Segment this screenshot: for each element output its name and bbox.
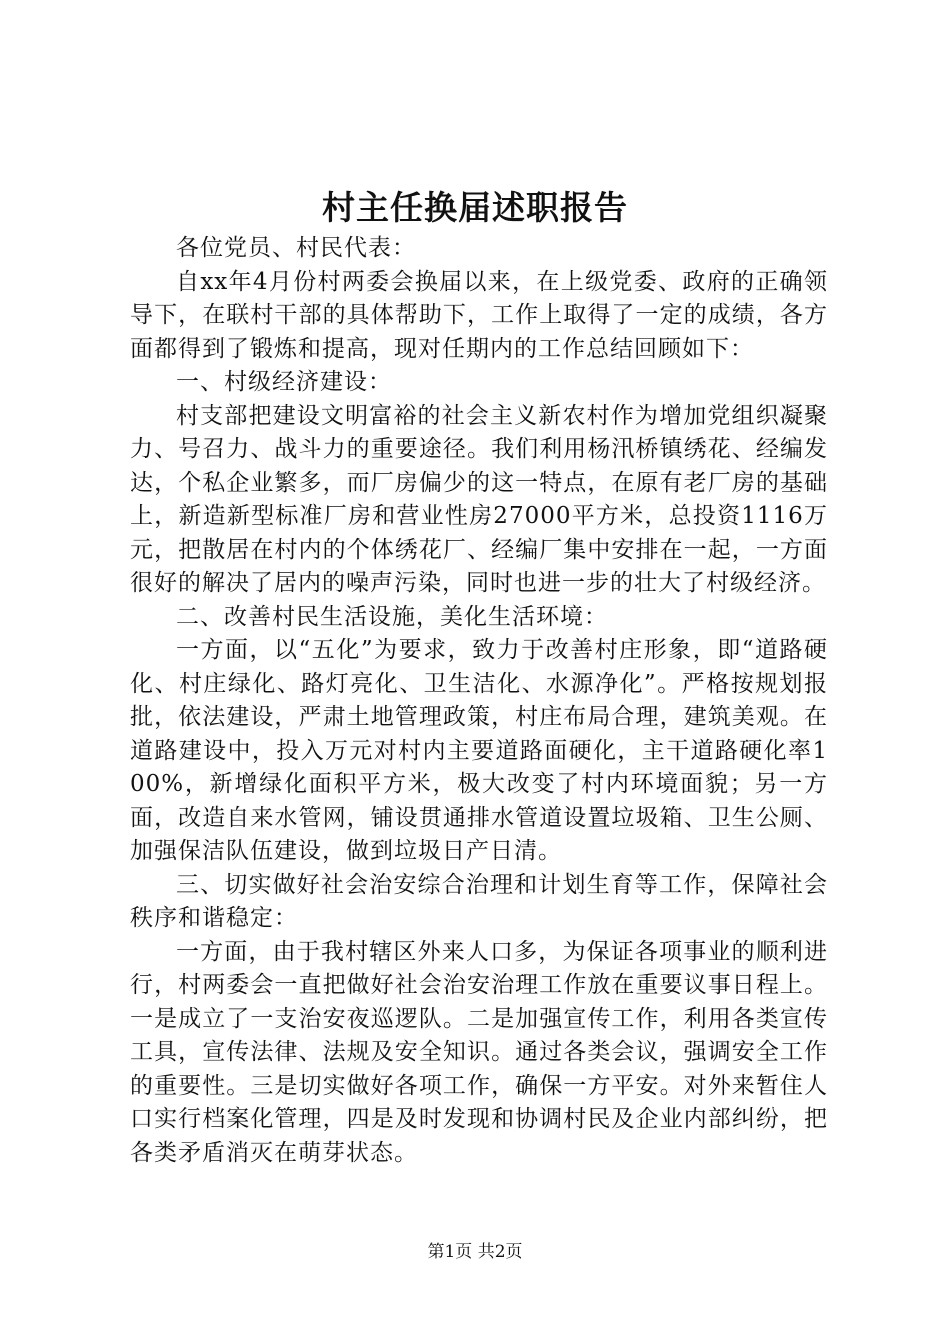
economy-paragraph: 村支部把建设文明富裕的社会主义新农村作为增加党组织凝聚力、号召力、战斗力的重要途径。我们利用杨汛桥镇绣花、经编发达，个私企业繁多，而厂房偏少的这一特点，在原有老厂房的基础上，新造新型标准厂房和营业性房27000平方米，总投资1116万元，把散居在村内的个体绣花厂、经编厂集中安排在一起，一方面很好的解决了居内的噪声污染，同时也进一步的壮大了村级经济。	[130, 402, 828, 596]
security-paragraph: 一方面，由于我村辖区外来人口多，为保证各项事业的顺利进行，村两委会一直把做好社会治安治理工作放在重要议事日程上。一是成立了一支治安夜巡逻队。二是加强宣传工作，利用各类宣传工具，宣传法律、法规及安全知识。通过各类会议，强调安全工作的重要性。三是切实做好各项工作，确保一方平安。对外来暂住人口实行档案化管理，四是及时发现和协调村民及企业内部纠纷，把各类矛盾消灭在萌芽状态。	[130, 938, 828, 1166]
section-heading-living: 二、改善村民生活设施，美化生活环境：	[176, 603, 608, 630]
section-heading-economy: 一、村级经济建设：	[176, 369, 392, 395]
document-title: 村主任换届述职报告	[322, 188, 628, 227]
document-body	[130, 232, 828, 1170]
page-footer: 第1页 共2页	[427, 1242, 523, 1262]
salutation: 各位党员、村民代表：	[176, 235, 416, 261]
living-paragraph: 一方面，以“五化”为要求，致力于改善村庄形象，即“道路硬化、村庄绿化、路灯亮化、卫生洁化、水源净化”。严格按规划报批，依法建设，严肃土地管理政策，村庄布局合理，建筑美观。在道路建设中，投入万元对村内主要道路面硬化，主干道路硬化率100%，新增绿化面积平方米，极大改变了村内环境面貌；另一方面，改造自来水管网，铺设贯通排水管道设置垃圾箱、卫生公厕、加强保洁队伍建设，做到垃圾日产日清。	[130, 637, 828, 864]
section-heading-security: 三、切实做好社会治安综合治理和计划生育等工作，保障社会秩序和谐稳定：	[130, 871, 828, 931]
intro-paragraph: 自xx年4月份村两委会换届以来，在上级党委、政府的正确领导下，在联村干部的具体帮助下，工作上取得了一定的成绩，各方面都得到了锻炼和提高，现对任期内的工作总结回顾如下：	[130, 268, 828, 362]
